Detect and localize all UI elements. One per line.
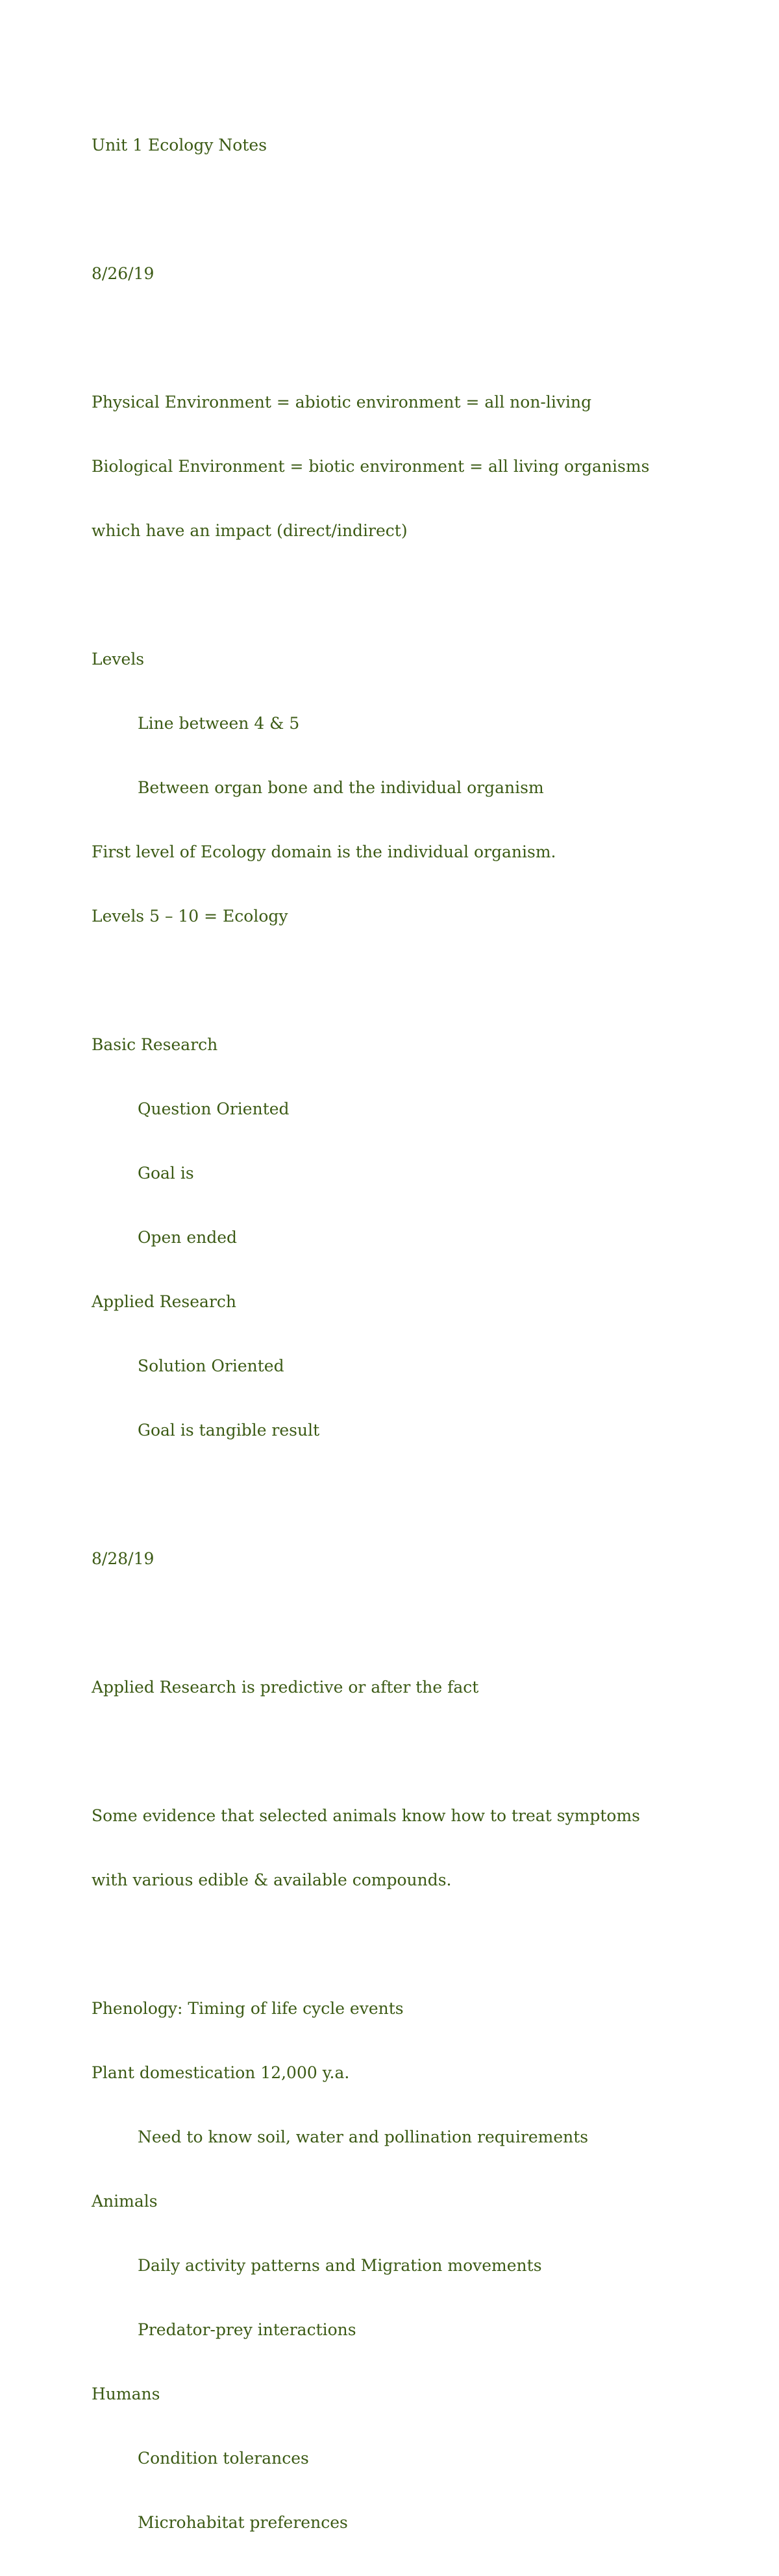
indented-note: Microhabitat preferences <box>138 2513 348 2532</box>
indented-note: Need to know soil, water and pollination requirements <box>138 2128 589 2146</box>
indented-note: Condition tolerances <box>138 2449 309 2468</box>
indented-note: Question Oriented <box>138 1099 290 1118</box>
section-heading: Animals <box>92 2192 158 2211</box>
document-title: Unit 1 Ecology Notes <box>92 136 267 154</box>
indented-note: Between organ bone and the individual organism <box>138 778 544 797</box>
blank-line <box>92 584 715 606</box>
section-heading: Humans <box>92 2385 160 2403</box>
indented-note: Goal is <box>138 1164 194 1183</box>
note-line: with various edible & available compounds. <box>92 1871 452 1889</box>
blank-line <box>92 1484 715 1505</box>
indented-note: Predator-prey interactions <box>138 2320 356 2339</box>
note-line: Some evidence that selected animals know how to treat symptoms <box>92 1806 640 1825</box>
indented-note: Daily activity patterns and Migration movements <box>138 2256 542 2275</box>
blank-line <box>92 970 715 991</box>
note-line: Phenology: Timing of life cycle events <box>92 1999 404 2018</box>
note-line: Physical Environment = abiotic environment = all non-living <box>92 393 592 411</box>
notes-body <box>92 92 715 2576</box>
blank-line <box>92 199 715 220</box>
blank-line <box>92 1933 715 1955</box>
indented-note: Line between 4 & 5 <box>138 714 300 733</box>
indented-note: Solution Oriented <box>138 1356 284 1375</box>
note-line: Applied Research is predictive or after the fact <box>92 1678 479 1697</box>
blank-line <box>92 327 715 349</box>
section-heading: Basic Research <box>92 1035 218 1054</box>
section-heading: Levels <box>92 650 145 669</box>
indented-note: Goal is tangible result <box>138 1421 320 1440</box>
blank-line <box>92 1741 715 1762</box>
section-heading: Applied Research <box>92 1292 236 1311</box>
note-line: Levels 5 – 10 = Ecology <box>92 907 288 926</box>
note-line: Biological Environment = biotic environment = all living organisms <box>92 457 650 476</box>
note-line: Plant domestication 12,000 y.a. <box>92 2063 350 2082</box>
note-line: First level of Ecology domain is the individual organism. <box>92 842 556 861</box>
date-heading: 8/26/19 <box>92 264 155 283</box>
note-line: which have an impact (direct/indirect) <box>92 521 408 540</box>
blank-line <box>92 1612 715 1634</box>
indented-note: Open ended <box>138 1228 238 1247</box>
date-heading: 8/28/19 <box>92 1549 155 1568</box>
